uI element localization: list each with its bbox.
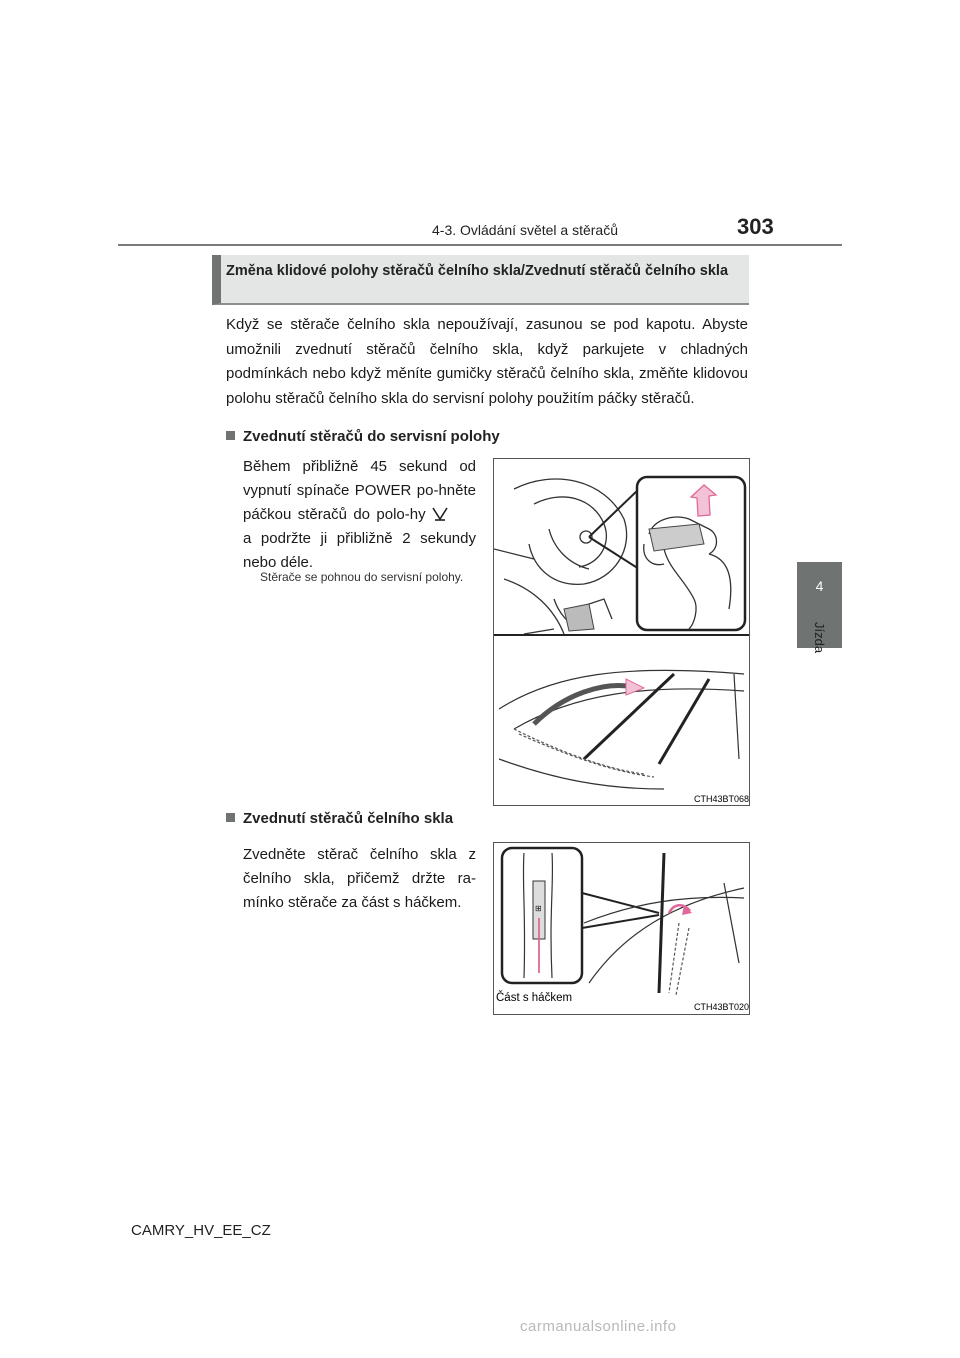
subheading-lift-wipers (226, 810, 453, 827)
callout-hook-part: Část s háčkem (496, 992, 573, 1004)
page-number: 303 (737, 214, 774, 239)
service-position-note: Stěrače se pohnou do servisní polohy. (260, 570, 464, 584)
chapter-label: Jízda (812, 622, 827, 654)
intro-paragraph: Když se stěrače čelního skla nepoužívají, zasunou se pod kapotu. Abyste umožnili zvednutí stěračů čelního skla, když parkujete v chladných podmínkách nebo když měníte gumičky stěračů čelního skla, změňte klidovou polohu stěračů čelního skla do servisní polohy použitím páčky stěračů. (226, 316, 748, 407)
header-section-title: 4-3. Ovládání světel a stěračů (432, 222, 618, 238)
header-divider (118, 244, 842, 246)
instruction-text-a: Během přibližně 45 sekund od vypnutí spínače POWER po-hněte páčkou stěračů do polo-hy (243, 458, 476, 523)
instruction-lift-wipers: Zvedněte stěrač čelního skla z čelního skla, přičemž držte ra-mínko stěrače za část s háčkem. (243, 846, 476, 911)
instruction-text-b: a podržte ji přibližně 2 sekundy nebo déle. (243, 530, 476, 571)
section-title: Změna klidové polohy stěračů čelního skla/Zvednutí stěračů čelního skla (226, 263, 729, 279)
wiper-mist-symbol-icon (432, 503, 476, 527)
bullet-square-icon (226, 431, 235, 440)
instruction-service-position (243, 455, 476, 575)
figure-wiper-service-position (493, 458, 750, 806)
subheading-service-position (226, 428, 500, 445)
svg-text:⊞: ⊞ (535, 904, 542, 913)
bullet-square-icon (226, 813, 235, 822)
figure-wiper-hook-part (493, 842, 750, 1015)
chapter-number: 4 (815, 578, 824, 594)
figure-code-2: CTH43BT020 (694, 1002, 749, 1012)
footer-model-code: CAMRY_HV_EE_CZ (131, 1222, 271, 1239)
subheading-text: Zvednutí stěračů čelního skla (243, 810, 454, 827)
watermark: carmanualsonline.info (520, 1318, 677, 1335)
subheading-text: Zvednutí stěračů do servisní polohy (243, 428, 500, 445)
illustration-lever-and-wipers (494, 459, 749, 805)
illustration-hook-part (494, 843, 749, 1014)
figure-code-1: CTH43BT068 (694, 794, 749, 804)
